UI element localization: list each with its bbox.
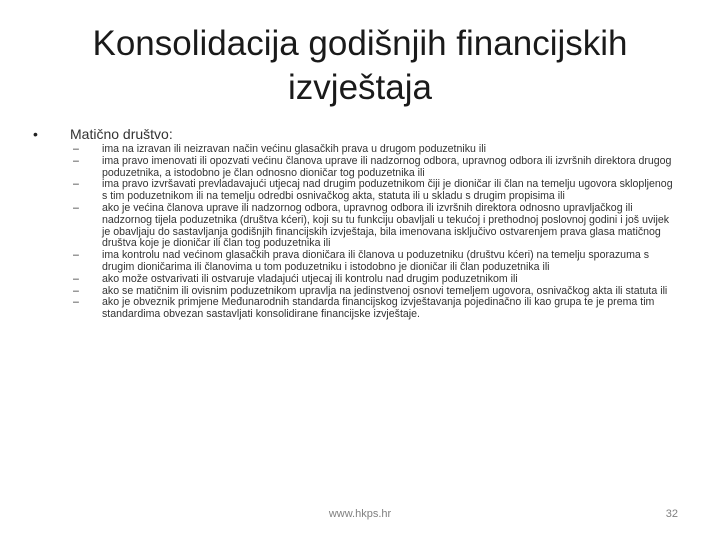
list-item <box>73 179 673 203</box>
dash-icon: – <box>73 284 79 297</box>
dash-icon: – <box>73 249 79 262</box>
sub-bullet-list <box>73 144 673 321</box>
dash-icon: – <box>73 143 79 155</box>
list-item-text: ima kontrolu nad većinom glasačkih prava dioničara ili članova u poduzetniku (društvu kćeri) na temelju sporazuma s drugim dioničarima ili članovima u tom poduzetniku i istodobno je dioničar ili član poduzetnika ili <box>102 249 650 273</box>
list-item <box>73 297 673 321</box>
dash-icon: – <box>73 154 79 167</box>
footer-url: www.hkps.hr <box>328 508 392 520</box>
dash-icon: – <box>73 201 79 214</box>
dash-icon: – <box>73 296 79 309</box>
list-item <box>73 156 673 180</box>
slide-title-line-2: izvještaja <box>288 68 432 107</box>
list-item-text: ako je većina članova uprave ili nadzornog odbora, upravnog odbora ili izvršnih direktora odnosno upravljačkog ili nadzornog tijela poduzetnika (društva kćeri), koji su tu funkciju obavljali u tekućoj i prethodnoj poslovnoj godini i još uvijek je obavljaju do sastavljanja godišnjih financijskih izvještaja, bila imenovana isključivo ostvarenjem prava glasa matičnog društva koje je dioničar ili član tog poduzetnika ili <box>102 201 670 250</box>
list-item-text: ima pravo imenovati ili opozvati većinu članova uprave ili nadzornog odbora, upravnog odbora ili izvršnih direktora drugog poduzetnika, a istodobno je član odnosno dioničar tog poduzetnika ili <box>102 154 672 179</box>
list-item <box>73 250 673 274</box>
dash-icon: – <box>73 178 79 191</box>
bullet-dot-icon: • <box>33 126 38 142</box>
page-number: 32 <box>665 508 678 520</box>
bullet-label: Matično društvo: <box>70 126 173 142</box>
slide-title <box>40 22 680 110</box>
list-item-text: ima pravo izvršavati prevladavajući utjecaj nad drugim poduzetnikom čiji je dioničar ili član na temelju ugovora sklopljenog s tim poduzetnikom ili na temelju odredbi osnivačkog akta, statuta ili u skladu s drugim propisima ili <box>102 178 673 203</box>
list-item-text: ako je obveznik primjene Međunarodnih standarda financijskog izvještavanja pojedinačno ili kao grupa te je prema tim standardima obvezan sastavljati konsolidirane financijske izvještaje. <box>102 296 655 321</box>
list-item-text: ima na izravan ili neizravan način većinu glasačkih prava u drugom poduzetniku ili <box>102 143 486 155</box>
list-item <box>73 203 673 250</box>
list-item-text: ako se matičnim ili ovisnim poduzetnikom upravlja na jedinstvenoj osnovi temeljem ugovora, osnivačkog akta ili statuta ili <box>102 284 668 297</box>
slide-title-line-1: Konsolidacija godišnjih financijskih <box>92 24 628 63</box>
list-item-text: ako može ostvarivati ili ostvaruje vladajući utjecaj ili kontrolu nad drugim poduzetnikom ili <box>102 272 518 285</box>
dash-icon: – <box>73 272 79 285</box>
